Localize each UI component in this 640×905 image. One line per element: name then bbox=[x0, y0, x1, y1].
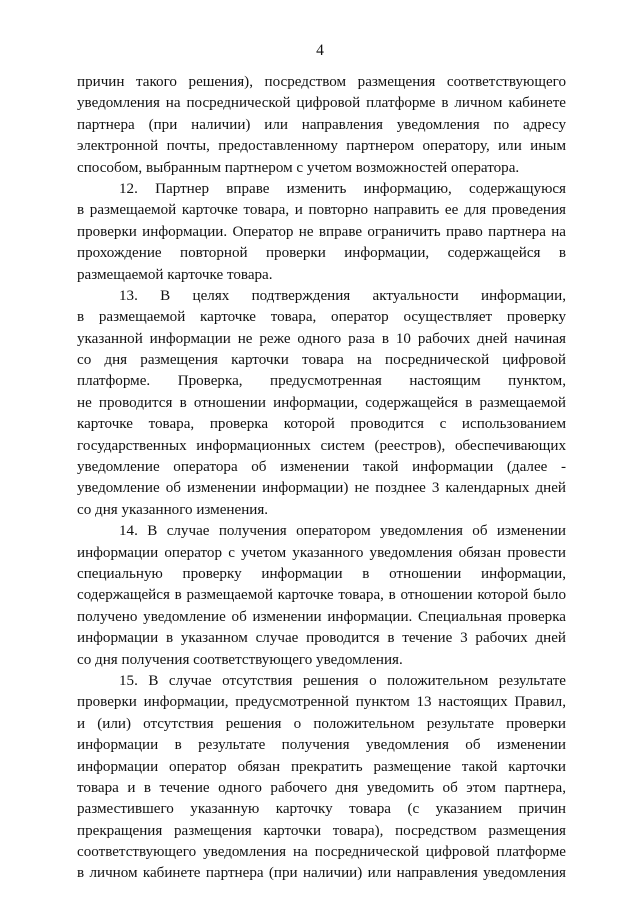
text-line: информации в указанном случае проводится в течение 3 рабочих дней bbox=[77, 630, 566, 647]
text-line: 15. В случае отсутствия решения о положительном результате bbox=[119, 672, 566, 689]
paragraph-item-14 bbox=[77, 521, 566, 671]
text-line: 13. В целях подтверждения актуальности информации, bbox=[119, 287, 566, 304]
text-line: со дня размещения карточки товара на посреднической цифровой bbox=[77, 352, 566, 369]
text-line: информации оператор обязан прекратить размещение такой карточки bbox=[77, 758, 566, 775]
text-line: размещаемой карточке товара. bbox=[77, 266, 273, 283]
text-line: карточке товара, проверка которой проводится с использованием bbox=[77, 416, 566, 433]
text-line: в личном кабинете партнера (при наличии) или направления уведомления bbox=[77, 865, 566, 882]
text-line: не проводится в отношении информации, содержащейся в размещаемой bbox=[77, 394, 566, 411]
text-line: уведомления на посреднической цифровой платформе в личном кабинете bbox=[77, 95, 566, 112]
text-line: разместившего указанную карточку товара (с указанием причин bbox=[77, 801, 566, 818]
text-line: указанной информации не реже одного раза в 10 рабочих дней начиная bbox=[77, 330, 566, 347]
text-line: прохождение повторной проверки информации, содержащейся в bbox=[77, 245, 566, 262]
text-line: 14. В случае получения оператором уведомления об изменении bbox=[119, 523, 566, 540]
paragraph-continuation bbox=[77, 72, 566, 179]
text-line: информации в результате получения уведомления об изменении bbox=[77, 737, 566, 754]
text-line: в размещаемой карточке товара, и повторно направить ее для проведения bbox=[77, 202, 566, 219]
text-line: соответствующего уведомления на посреднической цифровой платформе bbox=[77, 844, 566, 861]
text-line: в размещаемой карточке товара, оператор осуществляет проверку bbox=[77, 309, 566, 326]
text-line: партнера (при наличии) или направления уведомления по адресу bbox=[77, 116, 566, 133]
text-line: получено уведомление об изменении информации. Специальная проверка bbox=[77, 608, 566, 625]
text-line: со дня получения соответствующего уведомления. bbox=[77, 651, 403, 668]
text-line: способом, выбранным партнером с учетом возможностей оператора. bbox=[77, 159, 520, 176]
text-line: содержащейся в размещаемой карточке товара, в отношении которой было bbox=[77, 587, 566, 604]
text-line: 12. Партнер вправе изменить информацию, содержащуюся bbox=[119, 180, 566, 197]
text-line: специальную проверку информации в отношении информации, bbox=[77, 565, 566, 582]
page-number: 4 bbox=[316, 42, 324, 59]
text-line: платформе. Проверка, предусмотренная настоящим пунктом, bbox=[77, 373, 566, 390]
text-line: товара и в течение одного рабочего дня уведомить об этом партнера, bbox=[77, 779, 566, 796]
text-line: прекращения размещения карточки товара), посредством размещения bbox=[77, 822, 566, 839]
document-body bbox=[77, 72, 566, 885]
text-line: электронной почты, предоставленному партнером оператору, или иным bbox=[77, 138, 566, 155]
paragraph-item-12 bbox=[77, 179, 566, 286]
text-line: государственных информационных систем (реестров), обеспечивающих bbox=[77, 437, 566, 454]
text-line: проверки информации. Оператор не вправе ограничить право партнера на bbox=[77, 223, 566, 240]
paragraph-item-13 bbox=[77, 286, 566, 521]
text-line: уведомление об изменении информации) не позднее 3 календарных дней bbox=[77, 480, 566, 497]
text-line: информации оператор с учетом указанного уведомления обязан провести bbox=[77, 544, 566, 561]
text-line: и (или) отсутствия решения о положительном результате проверки bbox=[77, 715, 566, 732]
paragraph-item-15 bbox=[77, 671, 566, 885]
text-line: причин такого решения), посредством размещения соответствующего bbox=[77, 74, 566, 90]
text-line: проверки информации, предусмотренной пунктом 13 настоящих Правил, bbox=[77, 694, 566, 711]
text-line: со дня указанного изменения. bbox=[77, 501, 269, 518]
text-line: уведомление оператора об изменении такой информации (далее - bbox=[77, 459, 566, 476]
